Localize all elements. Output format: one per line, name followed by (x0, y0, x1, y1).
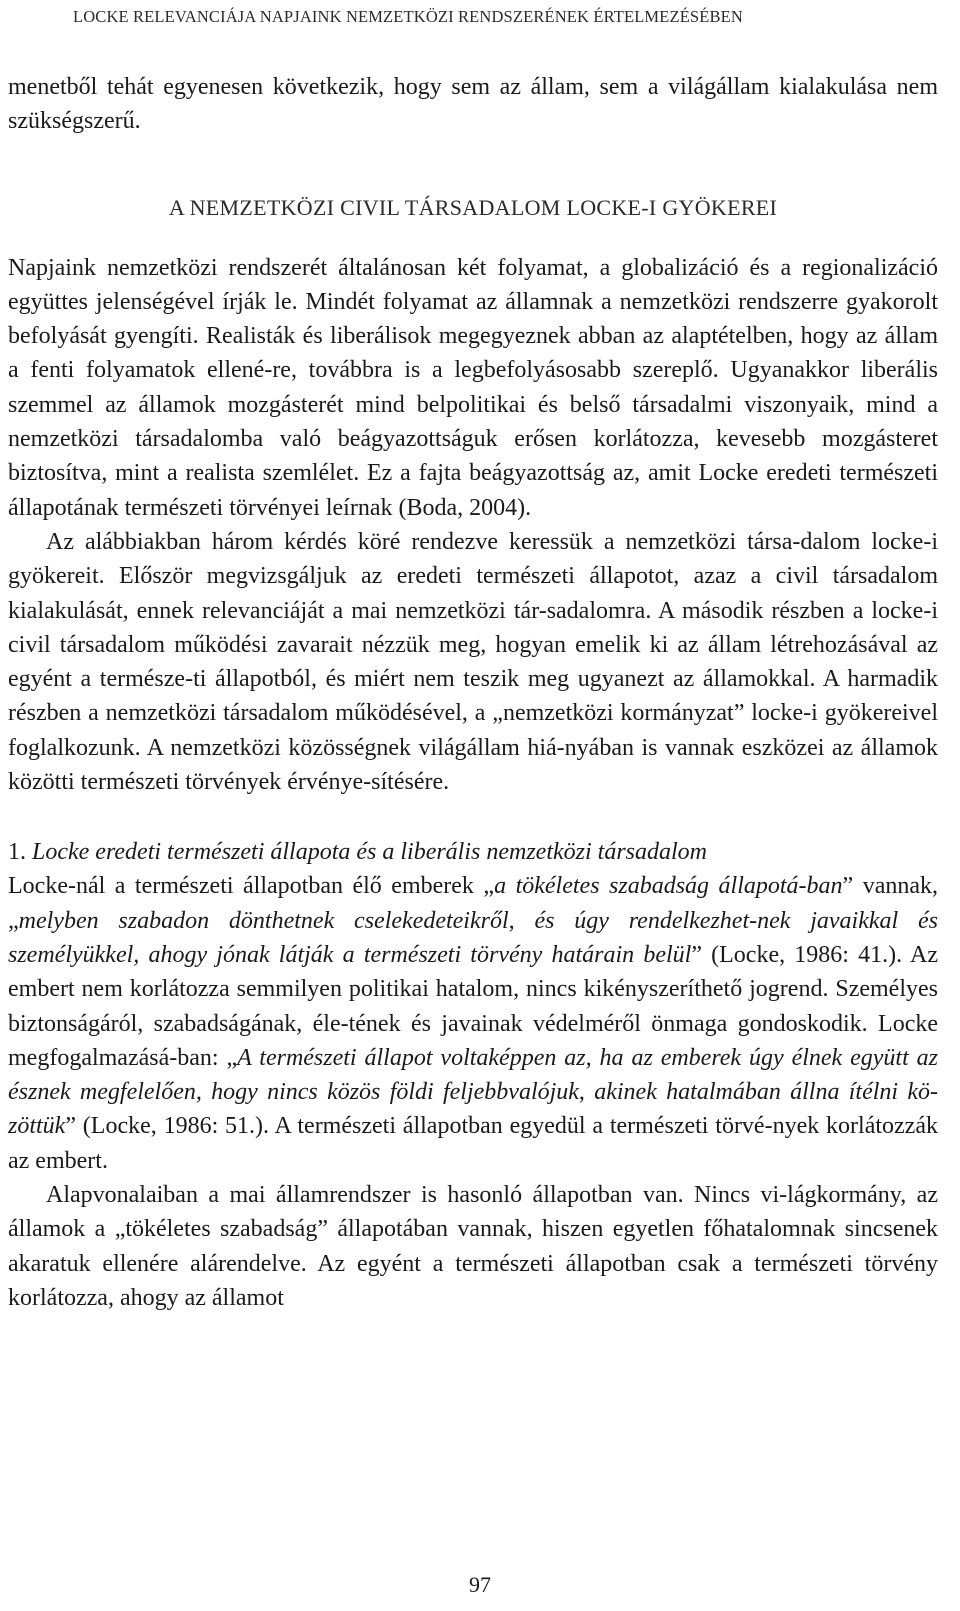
quote-italic: a tökéletes szabadság állapotá-ban (494, 873, 843, 900)
text-run: ” (Locke, 1986: 41.). Az embert nem korlátozza semmilyen politikai hatalom, nincs kikényszeríthető jogrend. Személyes biztonságáról, szabadságának, éle-tének és javainak védelméről önmaga gondoskodik. Locke megfogalmazásá-ban: „ (8, 941, 938, 1071)
paragraph-state-system: Alapvonalaiban a mai államrendszer is hasonló állapotban van. Nincs vi-lágkormány, az államok a „tökéletes szabadság” állapotában vannak, hiszen egyetlen főhatalomnak sincsenek akaratuk ellenére alárendelve. Az egyént a természeti állapotban csak a természeti törvény korlátozza, ahogy az államot (8, 1182, 938, 1311)
subsection-title-text: Locke eredeti természeti állapota és a liberális nemzetközi társadalom (26, 839, 708, 866)
text-run: Locke-nál a természeti állapotban élő emberek „ (8, 873, 495, 900)
quote-italic: A természeti állapot voltaképpen az, ha az emberek úgy élnek együtt az észnek megfelelően, hogy nincs közös földi feljebbvalójuk, akinek hatalmában állna ítélni kö-zöttük (8, 1044, 938, 1140)
section-title: A NEMZETKÖZI CIVIL TÁRSADALOM LOCKE-I GYÖKEREI (168, 194, 778, 220)
paragraph-continuation: menetből tehát egyenesen következik, hogy sem az állam, sem a világállam kialakulása nem szükségszerű. (8, 74, 938, 135)
paragraph-outline: Az alábbiakban három kérdés köré rendezve keressük a nemzetközi társa-dalom locke-i gyökereit. Először megvizsgáljuk az eredeti természeti állapotot, azaz a civil társadalom kialakulását, ennek relevanciáját a mai nemzetközi tár-sadalomra. A második részben a locke-i civil társadalom működési zavarait nézzük meg, hogyan emelik ki az állam létrehozásával az egyént a természe-ti állapotból, és miért nem teszik meg ugyanezt az államokkal. A harmadik részben a nemzetközi társadalom működésével, a „nemzetközi kormányzat” locke-i gyökereivel foglalkozunk. A nemzetközi közösségnek világállam hiá-nyában is vannak eszközei az államok közötti természeti törvények érvénye-sítésére. (8, 528, 938, 796)
paragraph-intro: Napjaink nemzetközi rendszerét általánosan két folyamat, a globalizáció és a regionalizáció együttes jelenségével írják le. Mindét folyamat az államnak a nemzetközi rendszerre gyakorolt befolyását gyengíti. Realisták és liberálisok megegyeznek abban az alaptételben, hogy az állam a fenti folyamatok ellené-re, továbbra is a legbefolyásosabb szereplő. Ugyanakkor liberális szemmel az államok mozgásterét mind belpolitikai és belső társadalmi viszonyaik, mind a nemzetközi társadalomba való beágyazottságuk erősen korlátozza, kevesebb mozgásteret biztosítva, mint a realista szemlélet. Ez a fajta beágyazottság az, amit Locke eredeti természeti állapotának természeti törvényei leírnak (Boda, 2004). (8, 254, 938, 521)
page-number: 97 (469, 1572, 491, 1597)
text-run: ” (Locke, 1986: 51.). A természeti állapotban egyedül a természeti törvé-nyek korlátozzák az embert. (8, 1113, 938, 1174)
quote-italic: melyben szabadon dönthetnek cselekedeteikről, és úgy rendelkezhet-nek javaikkal és személyükkel, ahogy jónak látják a természeti törvény határain belül (8, 907, 938, 968)
subsection-title (8, 835, 938, 869)
subsection-number: 1. (8, 839, 26, 866)
paragraph-natural-state (8, 869, 938, 1178)
text-run: ” vannak, „ (8, 873, 939, 934)
running-header: LOCKE RELEVANCIÁJA NAPJAINK NEMZETKÖZI RENDSZERÉNEK ÉRTELMEZÉSÉBEN (73, 7, 743, 26)
